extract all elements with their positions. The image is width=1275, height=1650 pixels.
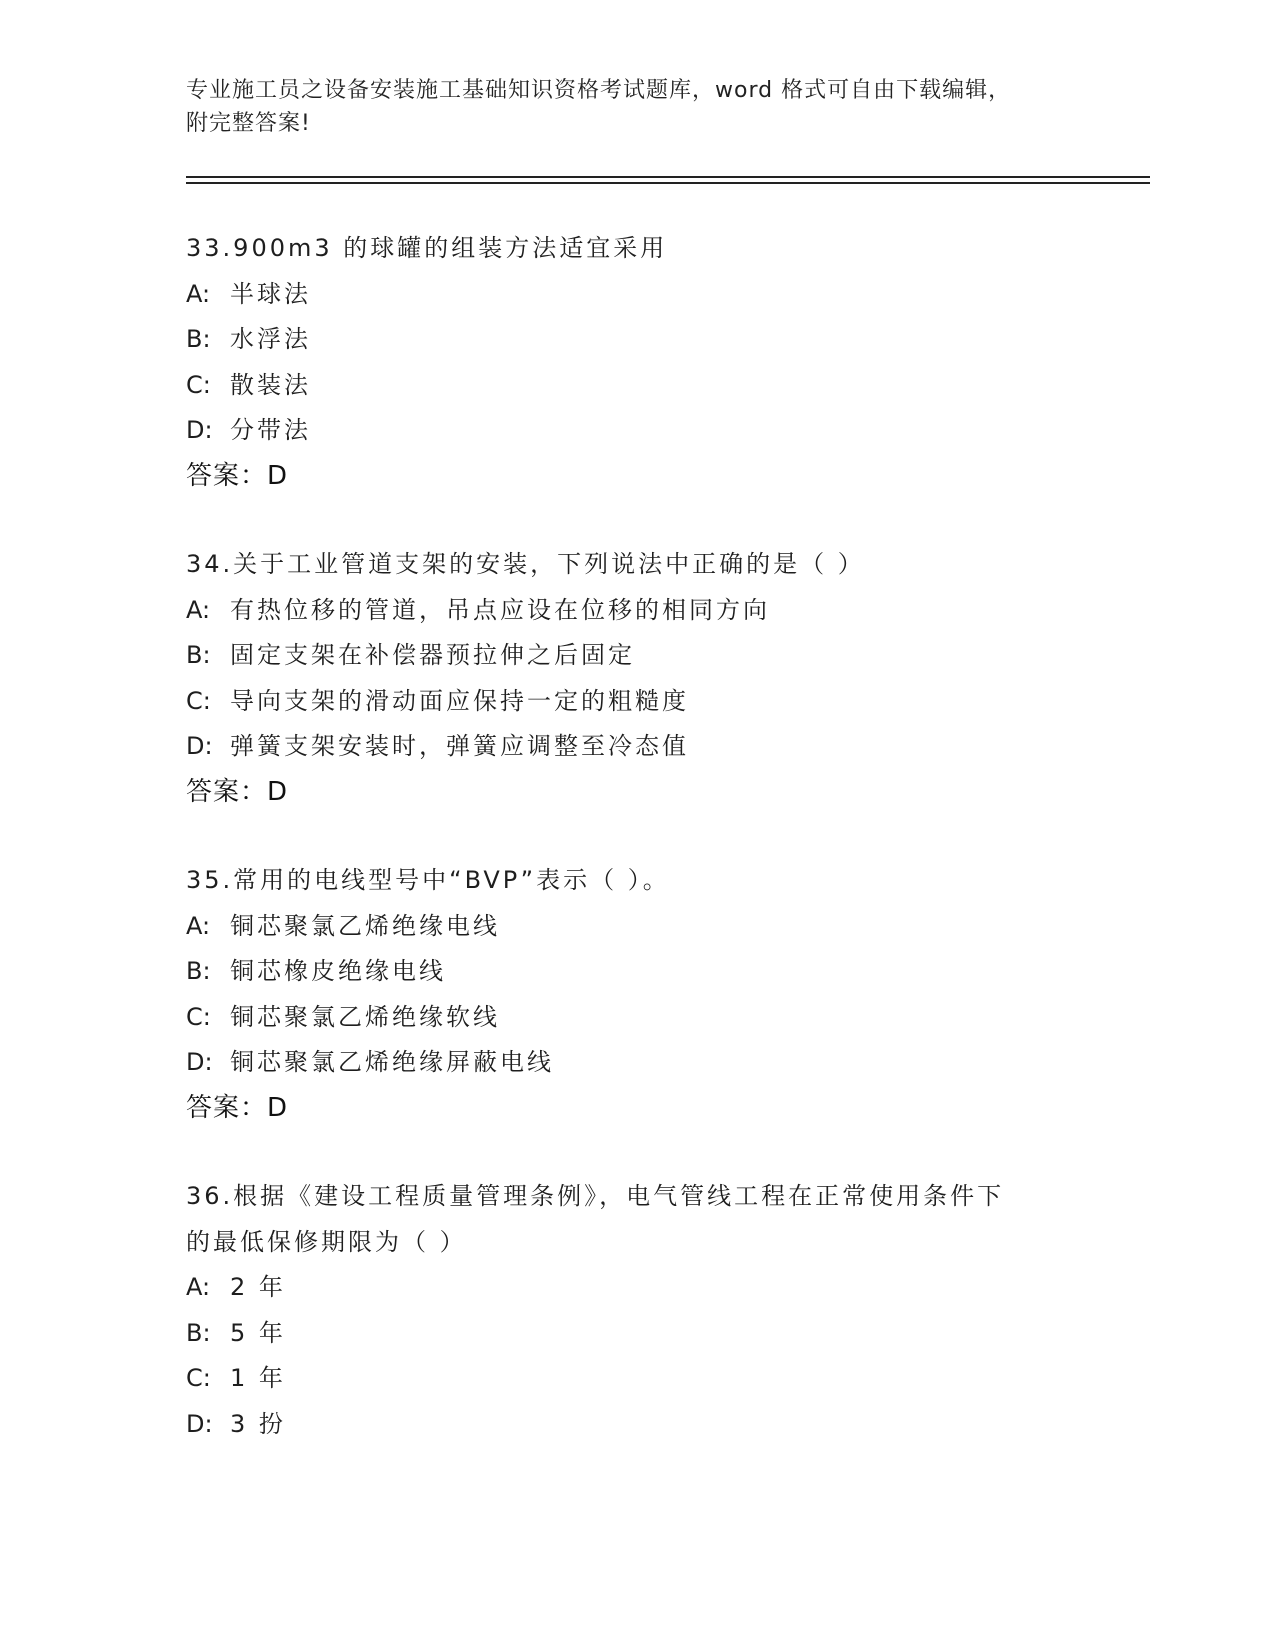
option-text: 铜芯聚氯乙烯绝缘软线 xyxy=(230,1002,500,1031)
option-d xyxy=(186,1040,1086,1086)
option-c xyxy=(186,1356,1086,1402)
option-prefix: B: xyxy=(186,641,211,669)
question-35 xyxy=(186,858,1086,1131)
header-line-1: 专业施工员之设备安装施工基础知识资格考试题库，word 格式可自由下载编辑， xyxy=(186,78,1012,103)
option-prefix: A: xyxy=(186,1273,211,1301)
header-divider-bottom xyxy=(186,182,1150,184)
option-prefix: D: xyxy=(186,1409,213,1438)
option-prefix: C: xyxy=(186,686,211,715)
option-prefix: C: xyxy=(186,370,211,399)
question-stem: 34.关于工业管道支架的安装，下列说法中正确的是（ ） xyxy=(186,550,865,578)
option-prefix: B: xyxy=(186,325,211,353)
header-line-2: 附完整答案! xyxy=(186,111,311,136)
option-text: 有热位移的管道，吊点应设在位移的相同方向 xyxy=(230,595,770,624)
option-text: 导向支架的滑动面应保持一定的粗糙度 xyxy=(230,686,689,715)
option-b xyxy=(186,317,1086,363)
option-prefix: C: xyxy=(186,1002,211,1031)
option-c xyxy=(186,363,1086,409)
option-text: 3 扮 xyxy=(230,1409,286,1438)
option-text: 水浮法 xyxy=(230,325,311,353)
option-text: 铜芯橡皮绝缘电线 xyxy=(230,957,446,985)
option-c xyxy=(186,679,1086,725)
option-prefix: C: xyxy=(186,1364,211,1392)
option-text: 散装法 xyxy=(230,370,311,399)
question-stem-line-2: 的最低保修期限为（ ） xyxy=(186,1227,467,1256)
answer-line: 答案：D xyxy=(186,776,289,807)
question-stem: 33.900m3 的球罐的组装方法适宜采用 xyxy=(186,234,668,262)
option-prefix: B: xyxy=(186,1318,211,1347)
question-stem: 35.常用的电线型号中“BVP”表示（ ）。 xyxy=(186,866,670,894)
option-text: 固定支架在补偿器预拉伸之后固定 xyxy=(230,641,635,669)
option-a xyxy=(186,904,1086,950)
option-a xyxy=(186,1265,1086,1311)
option-prefix: A: xyxy=(186,595,211,624)
option-d xyxy=(186,408,1086,454)
option-a xyxy=(186,272,1086,318)
option-text: 1 年 xyxy=(230,1364,286,1392)
option-text: 铜芯聚氯乙烯绝缘电线 xyxy=(230,911,500,940)
option-prefix: A: xyxy=(186,279,211,308)
option-text: 铜芯聚氯乙烯绝缘屏蔽电线 xyxy=(230,1048,554,1076)
answer-line: 答案：D xyxy=(186,460,289,491)
option-c xyxy=(186,995,1086,1041)
header-divider-top xyxy=(186,176,1150,178)
option-text: 分带法 xyxy=(230,416,311,444)
option-text: 2 年 xyxy=(230,1273,286,1301)
option-prefix: A: xyxy=(186,911,211,940)
option-text: 5 年 xyxy=(230,1318,286,1347)
option-prefix: B: xyxy=(186,957,211,985)
option-text: 弹簧支架安装时，弹簧应调整至冷态值 xyxy=(230,732,689,760)
option-a xyxy=(186,588,1086,634)
option-b xyxy=(186,949,1086,995)
option-d xyxy=(186,1402,1086,1448)
question-33 xyxy=(186,226,1086,499)
option-prefix: D: xyxy=(186,732,213,760)
document-header xyxy=(186,74,1086,140)
option-prefix: D: xyxy=(186,1048,213,1076)
option-d xyxy=(186,724,1086,770)
option-b xyxy=(186,1311,1086,1357)
question-36 xyxy=(186,1174,1086,1447)
answer-line: 答案：D xyxy=(186,1092,289,1123)
option-text: 半球法 xyxy=(230,279,311,308)
option-prefix: D: xyxy=(186,416,213,444)
question-stem-line-1: 36.根据《建设工程质量管理条例》，电气管线工程在正常使用条件下 xyxy=(186,1182,1005,1210)
question-34 xyxy=(186,542,1086,815)
option-b xyxy=(186,633,1086,679)
